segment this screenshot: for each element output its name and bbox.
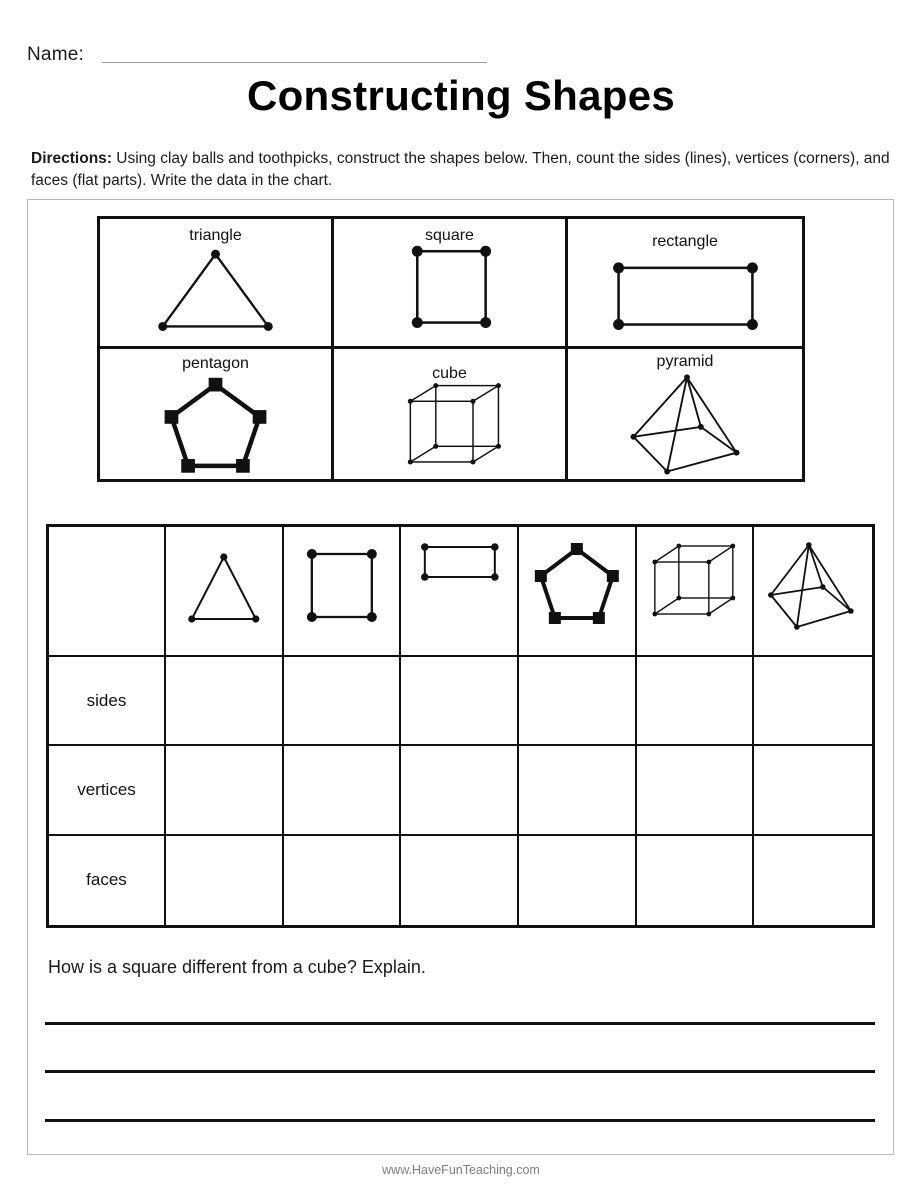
answer-line-1[interactable] <box>45 1022 875 1025</box>
square-icon <box>284 527 400 655</box>
name-row <box>27 38 487 66</box>
example-label-rectangle: rectangle <box>652 233 718 250</box>
table-cell-vertices-cube[interactable] <box>637 746 755 835</box>
table-header-cube <box>637 527 755 657</box>
table-cell-faces-cube[interactable] <box>637 836 755 925</box>
explain-question: How is a square different from a cube? Explain. <box>48 957 426 977</box>
table-cell-sides-square[interactable] <box>284 657 402 746</box>
footer-url: www.HaveFunTeaching.com <box>382 1163 540 1177</box>
example-label-triangle: triangle <box>189 227 242 244</box>
directions-colon: : <box>106 150 112 167</box>
table-cell-faces-pyramid[interactable] <box>754 836 872 925</box>
example-cell-cube <box>334 349 568 479</box>
table-row-label-sides: sides <box>49 657 166 746</box>
table-header-pentagon <box>519 527 637 657</box>
table-cell-vertices-pyramid[interactable] <box>754 746 872 835</box>
table-cell-vertices-square[interactable] <box>284 746 402 835</box>
directions <box>31 148 897 192</box>
table-header-triangle <box>166 527 284 657</box>
table-cell-faces-rectangle[interactable] <box>401 836 519 925</box>
answer-line-2[interactable] <box>45 1070 875 1073</box>
directions-text: Using clay balls and toothpicks, construct the shapes below. Then, count the sides (lines), vertices (corners), and faces (flat parts). Write the data in the chart. <box>31 150 890 189</box>
table-cell-faces-triangle[interactable] <box>166 836 284 925</box>
table-corner-cell <box>49 527 166 657</box>
table-cell-sides-triangle[interactable] <box>166 657 284 746</box>
pyramid-icon <box>754 527 872 655</box>
page-title: Constructing Shapes <box>246 72 676 119</box>
table-cell-vertices-rectangle[interactable] <box>401 746 519 835</box>
example-cell-triangle <box>100 219 334 349</box>
example-shapes-grid <box>97 216 805 482</box>
pentagon-icon <box>519 527 635 655</box>
example-label-pyramid: pyramid <box>656 353 714 370</box>
example-label-square: square <box>425 227 474 244</box>
example-cell-square <box>334 219 568 349</box>
cube-icon <box>637 527 753 655</box>
name-input-line[interactable] <box>102 62 487 63</box>
table-cell-vertices-triangle[interactable] <box>166 746 284 835</box>
example-cell-pentagon <box>100 349 334 479</box>
name-label: Name: <box>27 44 84 65</box>
example-cell-rectangle <box>568 219 802 349</box>
table-cell-faces-square[interactable] <box>284 836 402 925</box>
table-cell-sides-rectangle[interactable] <box>401 657 519 746</box>
table-cell-sides-cube[interactable] <box>637 657 755 746</box>
table-cell-faces-pentagon[interactable] <box>519 836 637 925</box>
example-cell-pyramid <box>568 349 802 479</box>
directions-prefix: Directions <box>31 150 107 167</box>
table-cell-sides-pyramid[interactable] <box>754 657 872 746</box>
table-cell-sides-pentagon[interactable] <box>519 657 637 746</box>
table-row-label-faces: faces <box>49 836 166 925</box>
table-header-rectangle <box>401 527 519 657</box>
answer-line-3[interactable] <box>45 1119 875 1122</box>
example-label-pentagon: pentagon <box>182 355 249 372</box>
rectangle-icon <box>401 527 517 655</box>
table-cell-vertices-pentagon[interactable] <box>519 746 637 835</box>
triangle-icon <box>166 527 282 655</box>
table-header-square <box>284 527 402 657</box>
table-header-pyramid <box>754 527 872 657</box>
shape-data-table <box>46 524 875 928</box>
table-row-label-vertices: vertices <box>49 746 166 835</box>
example-label-cube: cube <box>432 365 467 382</box>
